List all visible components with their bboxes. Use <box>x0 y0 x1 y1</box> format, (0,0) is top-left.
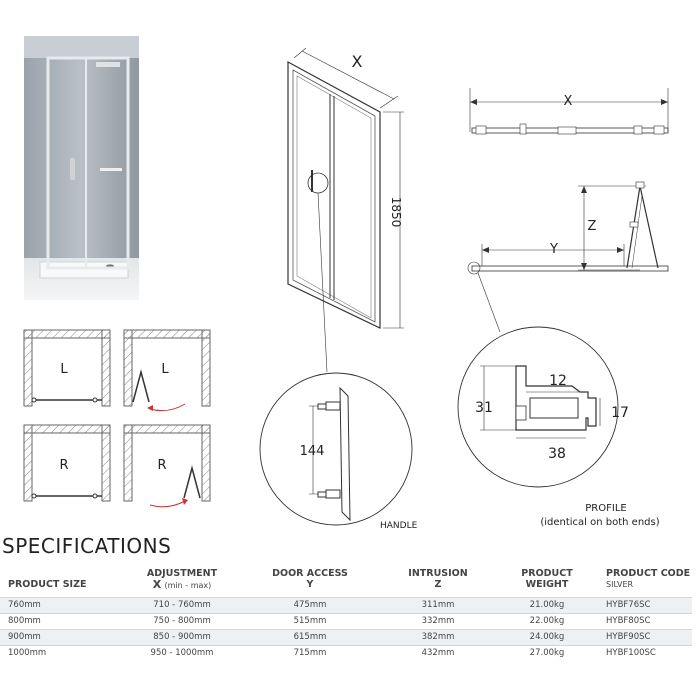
header-adjustment: ADJUSTMENT X (min - max) <box>146 568 218 591</box>
profile-left-dimension: 31 <box>475 400 493 416</box>
cell-product-code: HYBF76SC <box>592 598 692 614</box>
plan-width-label: X <box>563 94 573 109</box>
plan-view-top <box>470 88 668 134</box>
red-arrow-icon <box>182 498 188 505</box>
orientation-label: L <box>60 362 68 377</box>
profile-bottom-dimension: 38 <box>548 446 566 462</box>
handle-detail <box>260 373 412 525</box>
plan-view-open <box>468 182 668 332</box>
cell-product-size: 900mm <box>0 630 118 646</box>
cell-adjustment: 850 - 900mm <box>118 630 246 646</box>
header-intrusion: INTRUSION Z <box>408 568 468 590</box>
cell-product-code: HYBF80SC <box>606 616 651 626</box>
product-photo <box>24 36 139 300</box>
profile-right-dimension: 17 <box>611 405 629 421</box>
cell-weight: 27.00kg <box>529 648 565 658</box>
cell-intrusion: 311mm <box>374 598 502 614</box>
orientation-right-open <box>124 425 210 507</box>
cell-product-size: 800mm <box>8 616 41 626</box>
cell-product-code: HYBF90SC <box>592 630 692 646</box>
profile-top-dimension: 12 <box>549 373 567 389</box>
door-width-label: X <box>351 52 363 71</box>
cell-intrusion: 382mm <box>374 630 502 646</box>
profile-detail <box>458 327 629 487</box>
cell-product-size: 1000mm <box>8 648 47 658</box>
table-row <box>0 630 692 646</box>
header-product-code: PRODUCT CODE SILVER <box>606 568 691 589</box>
orientation-right-inline <box>24 425 110 501</box>
cell-product-code: HYBF100SC <box>606 648 656 658</box>
table-row <box>0 614 692 630</box>
door-elevation <box>288 48 404 372</box>
specifications-title: SPECIFICATIONS <box>2 534 172 558</box>
door-access-label: Y <box>550 242 558 257</box>
cell-weight: 22.00kg <box>529 616 565 626</box>
cell-door-access: 515mm <box>293 616 327 626</box>
cell-weight: 21.00kg <box>502 598 592 614</box>
cell-adjustment: 710 - 760mm <box>118 598 246 614</box>
header-weight: PRODUCT WEIGHT <box>521 568 573 590</box>
header-product-size: PRODUCT SIZE <box>8 579 87 590</box>
table-row <box>0 598 692 614</box>
profile-caption: PROFILE <box>585 503 627 514</box>
table-header-row <box>0 566 692 598</box>
cell-product-size: 760mm <box>0 598 118 614</box>
header-door-access: DOOR ACCESS Y <box>272 568 348 590</box>
table-row <box>0 646 692 662</box>
cell-adjustment: 750 - 800mm <box>153 616 211 626</box>
cell-door-access: 715mm <box>293 648 327 658</box>
cell-intrusion: 432mm <box>421 648 455 658</box>
orientation-label: L <box>161 362 169 377</box>
door-height-label: 1850 <box>389 196 403 228</box>
cell-door-access: 475mm <box>246 598 374 614</box>
red-arrow-icon <box>147 405 153 411</box>
profile-caption-sub: (identical on both ends) <box>540 517 660 528</box>
cell-adjustment: 950 - 1000mm <box>150 648 214 658</box>
cell-weight: 24.00kg <box>502 630 592 646</box>
orientation-left-inline <box>24 330 110 406</box>
cell-intrusion: 332mm <box>421 616 455 626</box>
handle-caption: HANDLE <box>380 521 418 531</box>
intrusion-label: Z <box>587 219 597 234</box>
specifications-table <box>0 566 692 661</box>
orientation-label: R <box>157 458 167 473</box>
handle-dimension-label: 144 <box>299 444 325 459</box>
orientation-label: R <box>59 458 69 473</box>
cell-door-access: 615mm <box>246 630 374 646</box>
orientation-left-open <box>124 330 210 411</box>
